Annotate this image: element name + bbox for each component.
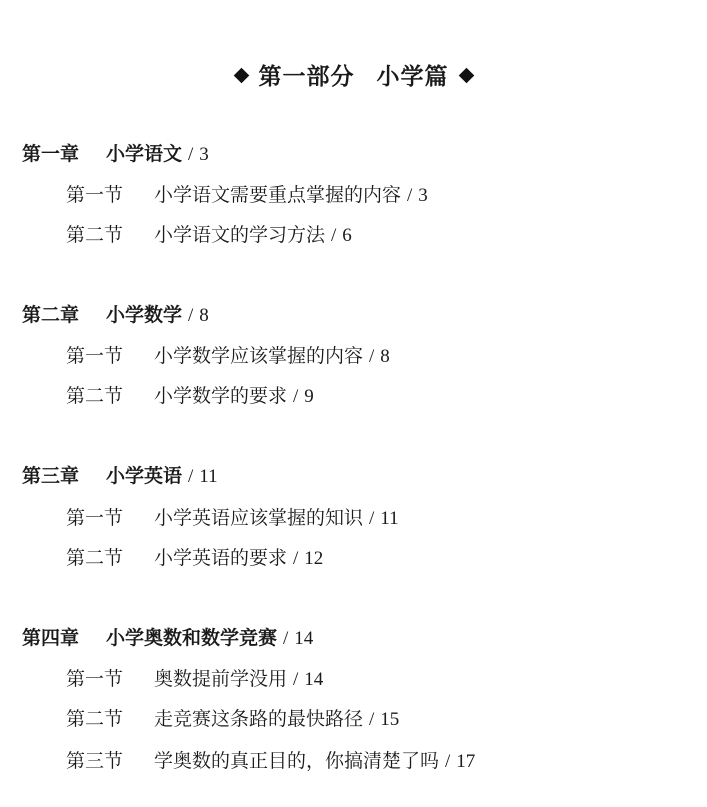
separator: / [445,751,451,772]
section-title: 小学数学应该掌握的内容 [154,345,364,367]
section-number: 第一节 [66,184,124,206]
part-subtitle: 小学篇 [376,64,449,90]
chapter-3-entry[interactable] [22,463,218,489]
section-1-1-entry[interactable] [66,182,428,208]
section-4-2-entry[interactable] [66,706,399,732]
chapter-number: 第二章 [22,304,80,326]
chapter-title: 小学数学 [106,304,183,326]
chapter-1-entry[interactable] [22,141,209,167]
section-number: 第二节 [66,224,124,246]
separator: / [283,628,289,649]
section-2-1-entry[interactable] [66,343,390,369]
chapter-number: 第一章 [22,143,80,165]
page-number: 8 [199,305,209,326]
page-number: 8 [380,346,390,367]
section-title: 小学英语应该掌握的知识 [154,507,364,529]
separator: / [188,305,194,326]
page-number: 11 [380,508,399,529]
separator: / [293,386,299,407]
section-title: 小学语文需要重点掌握的内容 [154,184,402,206]
page-number: 3 [418,185,428,206]
section-4-1-entry[interactable] [66,666,323,692]
separator: / [369,508,375,529]
chapter-4-entry[interactable] [22,625,313,651]
separator: / [331,225,337,246]
section-number: 第一节 [66,507,124,529]
section-1-2-entry[interactable] [66,222,352,248]
chapter-number: 第三章 [22,465,80,487]
page-number: 12 [304,548,324,569]
page-number: 17 [456,751,476,772]
page-number: 6 [342,225,352,246]
chapter-title: 小学语文 [106,143,183,165]
section-title: 小学英语的要求 [154,547,288,569]
chapter-title: 小学英语 [106,465,183,487]
section-title: 奥数提前学没用 [154,668,288,690]
part-heading [0,58,707,91]
section-number: 第一节 [66,668,124,690]
separator: / [293,669,299,690]
separator: / [369,709,375,730]
page-number: 15 [380,709,400,730]
separator: / [188,466,194,487]
separator: / [188,144,194,165]
chapter-number: 第四章 [22,627,80,649]
section-title: 走竞赛这条路的最快路径 [154,708,364,730]
section-title: 学奥数的真正目的，你搞清楚了吗 [154,750,440,772]
page-number: 14 [294,628,314,649]
diamond-icon [458,68,474,84]
section-number: 第一节 [66,345,124,367]
section-number: 第二节 [66,708,124,730]
diamond-icon [233,68,249,84]
section-2-2-entry[interactable] [66,383,314,409]
separator: / [293,548,299,569]
section-3-1-entry[interactable] [66,505,399,531]
separator: / [369,346,375,367]
part-title: 第一部分 [258,64,355,90]
page-number: 14 [304,669,324,690]
section-title: 小学语文的学习方法 [154,224,326,246]
section-title: 小学数学的要求 [154,385,288,407]
separator: / [407,185,413,206]
chapter-title: 小学奥数和数学竞赛 [106,627,278,649]
page-number: 3 [199,144,209,165]
page-number: 11 [199,466,218,487]
chapter-2-entry[interactable] [22,302,209,328]
section-number: 第二节 [66,547,124,569]
section-number: 第三节 [66,750,124,772]
section-3-2-entry[interactable] [66,545,323,571]
section-4-3-entry[interactable] [66,748,475,774]
section-number: 第二节 [66,385,124,407]
page-number: 9 [304,386,314,407]
